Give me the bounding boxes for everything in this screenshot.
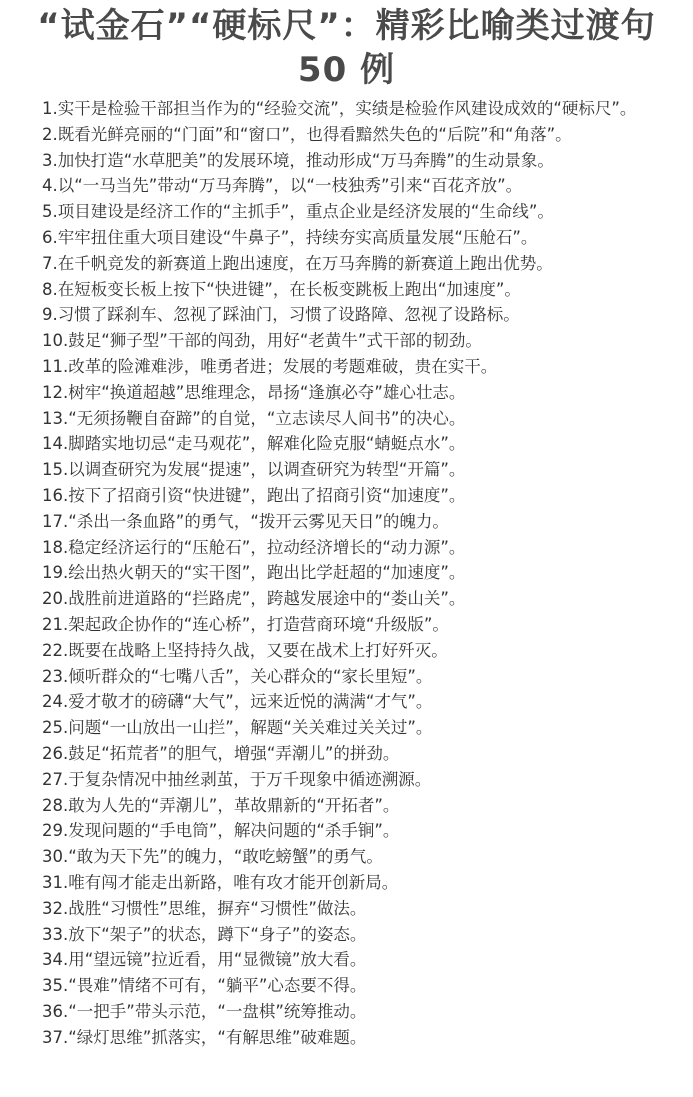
- list-item: 33.放下“架子”的状态，蹲下“身子”的姿态。: [42, 924, 367, 944]
- list-item: 20.战胜前进道路的“拦路虎”，跨越发展途中的“娄山关”。: [42, 589, 466, 609]
- title-line-1: “试金石”“硬标尺”：精彩比喻类过渡句: [37, 6, 656, 46]
- list-item: 22.既要在战略上坚持持久战，又要在战术上打好歼灭。: [42, 640, 448, 660]
- list-item: 3.加快打造“水草肥美”的发展环境，推动形成“万马奔腾”的生动景象。: [42, 150, 554, 170]
- list-item: 2.既看光鲜亮丽的“门面”和“窗口”，也得看黯然失色的“后院”和“角落”。: [42, 124, 572, 144]
- list-item: 13.“无须扬鞭自奋蹄”的自觉，“立志读尽人间书”的决心。: [42, 408, 466, 428]
- list-item: 32.战胜“习惯性”思维，摒弃“习惯性”做法。: [42, 898, 367, 918]
- list-item: 7.在千帆竞发的新赛道上跑出速度，在万马奔腾的新赛道上跑出优势。: [42, 253, 553, 273]
- list-item: 15.以调查研究为发展“提速”，以调查研究为转型“开篇”。: [42, 460, 466, 480]
- list-item: 25.问题“一山放出一山拦”，解题“关关难过关关过”。: [42, 718, 433, 738]
- list-item: 12.树牢“换道超越”思维理念，昂扬“逢旗必夺”雄心壮志。: [42, 382, 466, 402]
- list-item: 31.唯有闯才能走出新路，唯有攻才能开创新局。: [42, 872, 399, 892]
- list-item: 16.按下了招商引资“快进键”，跑出了招商引资“加速度”。: [42, 485, 466, 505]
- list-item: 26.鼓足“拓荒者”的胆气，增强“弄潮儿”的拼劲。: [42, 743, 400, 763]
- list-item: 28.敢为人先的“弄潮儿”，革故鼎新的“开拓者”。: [42, 795, 400, 815]
- list-item: 17.“杀出一条血路”的勇气，“拨开云雾见天日”的魄力。: [42, 511, 449, 531]
- list-item: 34.用“望远镜”拉近看，用“显微镜”放大看。: [42, 950, 367, 970]
- list-item: 1.实干是检验干部担当作为的“经验交流”，实绩是检验作风建设成效的“硬标尺”。: [42, 99, 637, 118]
- document-title: [0, 0, 693, 92]
- title-line-2: 50 例: [297, 50, 396, 90]
- list-item: 21.架起政企协作的“连心桥”，打造营商环境“升级版”。: [42, 614, 449, 634]
- list-item: 30.“敢为天下先”的魄力，“敢吃螃蟹”的勇气。: [42, 847, 383, 867]
- list-item: 6.牢牢扭住重大项目建设“牛鼻子”，持续夯实高质量发展“压舱石”。: [42, 227, 538, 247]
- list-item: 14.脚踏实地切忌“走马观花”，解难化险克服“蜻蜓点水”。: [42, 434, 466, 454]
- list-item: 36.“一把手”带头示范，“一盘棋”统筹推动。: [42, 1001, 367, 1021]
- list-item: 24.爱才敬才的磅礴“大气”，远来近悦的满满“才气”。: [42, 692, 433, 712]
- list-item: 18.稳定经济运行的“压舱石”，拉动经济增长的“动力源”。: [42, 537, 466, 557]
- list-item: 27.于复杂情况中抽丝剥茧，于万千现象中循迹溯源。: [42, 769, 432, 789]
- list-item: 11.改革的险滩难涉，唯勇者进；发展的考题难破，贵在实干。: [42, 356, 498, 376]
- list-item: 10.鼓足“狮子型”干部的闯劲，用好“老黄牛”式干部的韧劲。: [42, 331, 482, 351]
- list-item: 29.发现问题的“手电筒”，解决问题的“杀手锏”。: [42, 821, 400, 841]
- list-item: 23.倾听群众的“七嘴八舌”，关心群众的“家长里短”。: [42, 666, 433, 686]
- list-item: 19.绘出热火朝天的“实干图”，跑出比学赶超的“加速度”。: [42, 563, 466, 583]
- list-item: 9.习惯了踩刹车、忽视了踩油门，习惯了设路障、忽视了设路标。: [42, 305, 520, 325]
- list-item: 4.以“一马当先”带动“万马奔腾”，以“一枝独秀”引来“百花齐放”。: [42, 176, 523, 196]
- sentence-list: [0, 92, 693, 1050]
- list-item: 37.“绿灯思维”抓落实，“有解思维”破难题。: [42, 1027, 367, 1047]
- list-item: 35.“畏难”情绪不可有，“躺平”心态要不得。: [42, 976, 367, 996]
- list-item: 5.项目建设是经济工作的“主抓手”，重点企业是经济发展的“生命线”。: [42, 202, 554, 222]
- list-item: 8.在短板变长板上按下“快进键”，在长板变跳板上跑出“加速度”。: [42, 279, 521, 299]
